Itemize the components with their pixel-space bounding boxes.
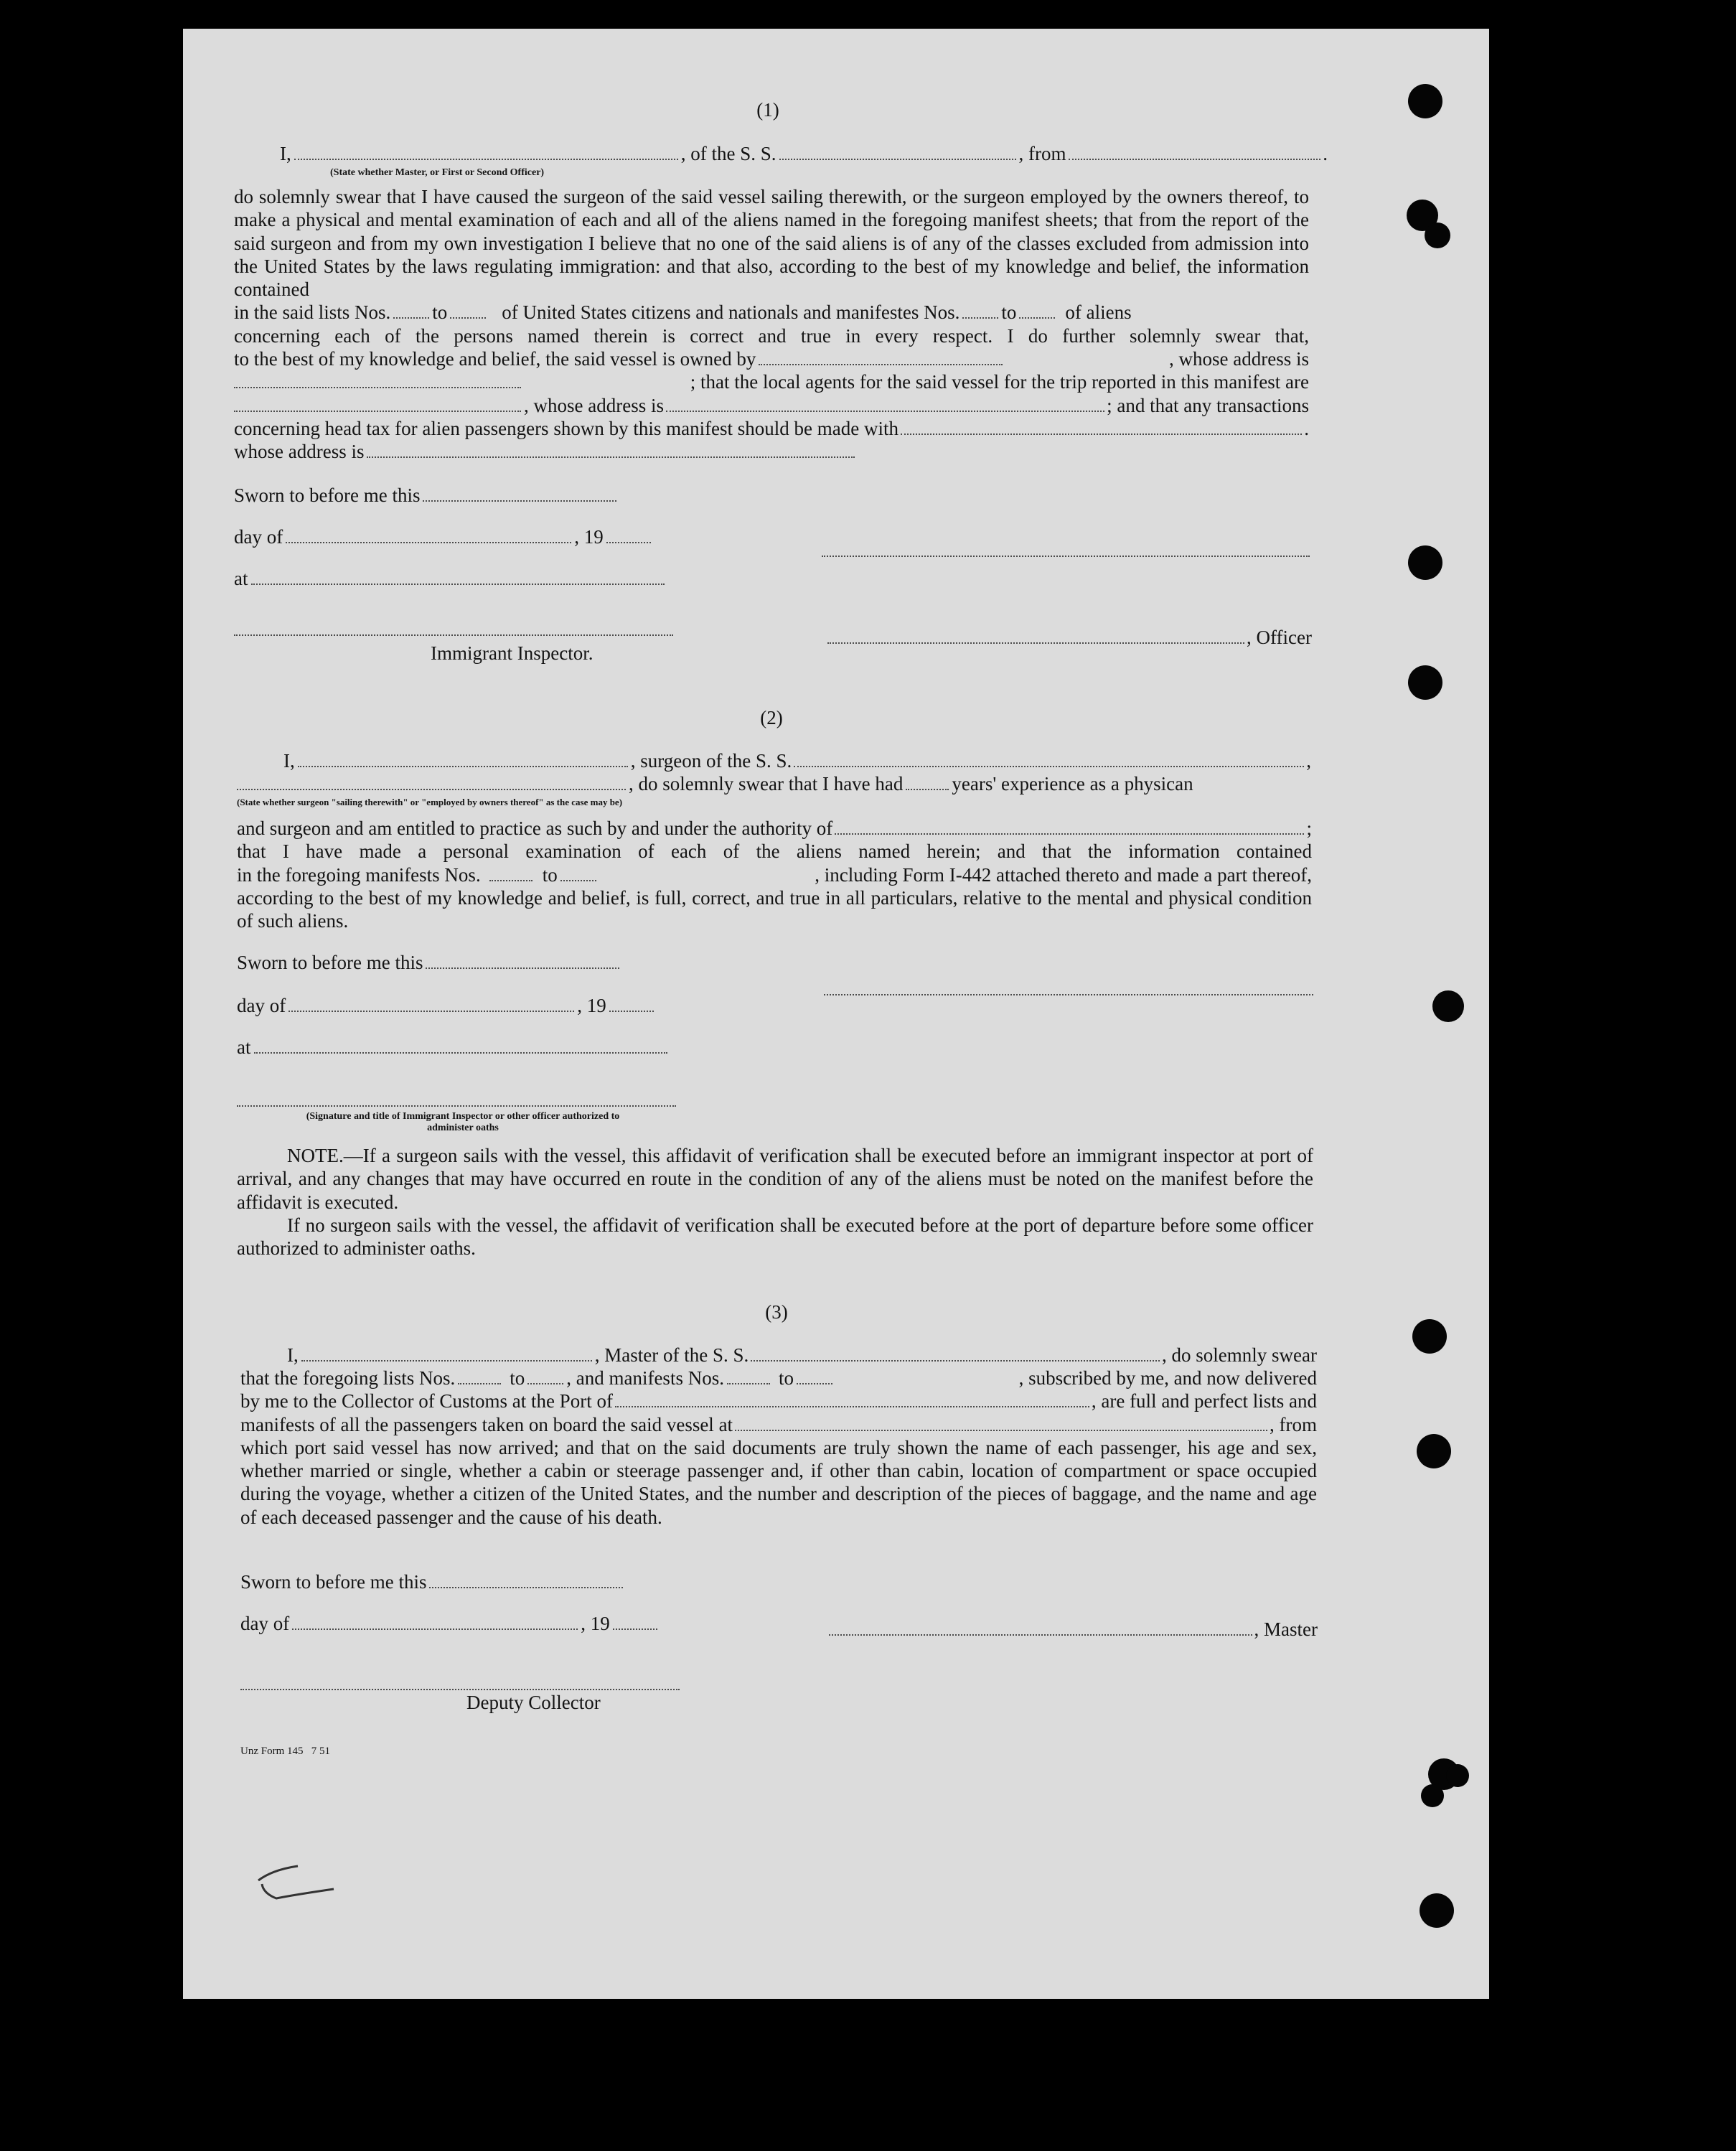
text: , of the S. S. — [680, 143, 776, 164]
section-1-oath-text-2: concerning each of the persons named therein is correct and true in every respect. I do further solemnly swear that, — [234, 324, 1309, 347]
binder-hole — [1446, 1764, 1469, 1787]
text: , 19 — [577, 995, 606, 1016]
owned-line — [234, 347, 1309, 370]
note-2: If no surgeon sails with the vessel, the affidavit of verification shall be executed before at the port of departure before some officer authorized to administer oaths. — [237, 1214, 1313, 1260]
signature-note-text: (Signature and title of Immigrant Inspector or other officer authorized to administer oaths — [306, 1111, 620, 1133]
surgeon-type-field[interactable] — [237, 788, 626, 790]
text: by me to the Collector of Customs at the Port of — [240, 1390, 613, 1412]
authority-line — [237, 817, 1312, 840]
section-3-number: (3) — [765, 1301, 788, 1323]
sworn-line-3 — [240, 1570, 626, 1593]
sworn-day-field[interactable] — [423, 500, 616, 502]
officer-note: (State whether Master, or First or Second Officer) — [330, 167, 545, 178]
text: to — [1001, 301, 1017, 324]
local-agents-field[interactable] — [234, 410, 521, 412]
text: , subscribed by me, and now delivered — [1018, 1367, 1317, 1389]
text: , whose address is — [524, 394, 664, 416]
text: , do solemnly swear — [1162, 1344, 1317, 1366]
years-experience-field[interactable] — [906, 788, 949, 790]
immigrant-inspector-label: Immigrant Inspector. — [431, 642, 593, 664]
manifests-line — [237, 863, 1312, 886]
text: at — [234, 568, 248, 589]
sworn-line-2 — [237, 951, 622, 974]
note-1: NOTE.—If a surgeon sails with the vessel, this affidavit of verification shall be executed before an immigrant inspector at port of arrival, and any changes that may have occurred en route in the condition of any of the aliens must be noted on the manifest before the affidavit is executed. — [237, 1145, 1313, 1213]
section-3-oath-text: which port said vessel has now arrived; and that on the said documents are truly shown the name of each passenger, his age and sex, whether married or single, whether a cabin or steerage passenger and, if other than cabin, location of compartment or space occupied during the voyage, whether a citizen of the United States, and the number and description of the pieces of baggage, and the name and age of each deceased passenger and the cause of his death. — [240, 1436, 1317, 1528]
text: of aliens — [1065, 301, 1132, 324]
signature-note — [298, 1111, 628, 1134]
text: years' experience as a physican — [952, 773, 1193, 795]
binder-hole — [1408, 545, 1442, 580]
binder-hole — [1417, 1434, 1451, 1468]
text: , 19 — [574, 526, 604, 548]
section-1-body — [234, 185, 1309, 464]
text: ; — [1306, 817, 1312, 839]
section-1-oath-text: do solemnly swear that I have caused the surgeon of the said vessel sailing therewith, or the surgeon employed by the owners thereof, to make a physical and mental examination of each and all of the aliens named in the foregoing manifest sheets; that from the report of the said surgeon and from my own investigation I believe that no one of the said aliens is of any of the classes excluded from admission into the United States by the laws regulating immigration: and that also, according to the best of my knowledge and belief, the information contained — [234, 186, 1309, 301]
surgeon-name-field[interactable] — [298, 765, 628, 767]
text: , including Form I-442 attached thereto and made a part thereof, — [815, 863, 1312, 886]
text: , Officer — [1247, 627, 1312, 648]
text: to — [542, 863, 558, 886]
master-signature-line — [827, 1618, 1318, 1641]
at-line-1 — [234, 567, 667, 590]
authority-field[interactable] — [835, 833, 1304, 835]
officer-title-field[interactable] — [827, 642, 1244, 644]
text: manifests of all the passengers taken on board the said vessel at — [240, 1413, 733, 1435]
day-line-3 — [240, 1612, 660, 1635]
section-2-line-2 — [237, 772, 1312, 795]
section-3-line-1 — [287, 1344, 1317, 1367]
text: , surgeon of the S. S. — [630, 750, 792, 772]
headtax-contact-field[interactable] — [901, 434, 1302, 435]
manifest-no-from-field[interactable] — [727, 1382, 770, 1384]
lists-line — [240, 1367, 1317, 1390]
day-line-2 — [237, 994, 657, 1017]
sworn-month-field[interactable] — [288, 1010, 574, 1012]
section-2-oath-text-2: according to the best of my knowledge and belief, is full, correct, and true in all particulars, relative to the mental and physical condition of such aliens. — [237, 886, 1312, 932]
collector-port-field[interactable] — [615, 1406, 1089, 1407]
owner-address-field[interactable] — [234, 386, 521, 388]
text: , Master of the S. S. — [594, 1344, 749, 1366]
text: , Master — [1254, 1618, 1318, 1640]
master-vessel-field[interactable] — [751, 1360, 1160, 1362]
sworn-month-field[interactable] — [292, 1628, 578, 1630]
text: to — [432, 301, 448, 324]
pencil-mark — [255, 1859, 341, 1902]
text: day of — [237, 995, 286, 1016]
surgeon-note: (State whether surgeon "sailing therewith" or "employed by owners thereof" as the case may be) — [237, 797, 623, 807]
list-no-from-field[interactable] — [458, 1382, 501, 1384]
text: Sworn to before me this — [234, 484, 421, 506]
binder-hole — [1421, 1784, 1444, 1807]
text: day of — [234, 526, 283, 548]
text: Sworn to before me this — [240, 1571, 427, 1593]
text: , from — [1018, 143, 1066, 164]
surgeon-vessel-field[interactable] — [794, 766, 1304, 767]
text: , 19 — [581, 1613, 610, 1634]
agents-address-field[interactable] — [666, 411, 1104, 412]
text: in the foregoing manifests Nos. — [237, 863, 481, 886]
text: ; that the local agents for the said vessel for the trip reported in this manifest are — [690, 371, 1309, 393]
list-no-from-field[interactable] — [393, 317, 429, 319]
manifest-no-to-field[interactable] — [560, 879, 596, 881]
text: to the best of my knowledge and belief, the said vessel is owned by — [234, 348, 756, 370]
binder-hole — [1425, 222, 1450, 248]
headtax-address-field[interactable] — [367, 456, 855, 458]
form-id: Unz Form 145 7 51 — [240, 1745, 330, 1757]
text: , are full and perfect lists and — [1091, 1390, 1317, 1412]
agents-line — [234, 370, 1309, 393]
sworn-year-field[interactable] — [613, 1628, 657, 1630]
text: ; and that any transactions — [1107, 394, 1309, 416]
text: to — [778, 1367, 794, 1389]
text: of United States citizens and nationals and manifestes Nos. — [502, 301, 960, 324]
officer-title-line — [825, 626, 1312, 649]
manifest-no-to-field[interactable] — [797, 1382, 832, 1384]
text: I, — [283, 750, 295, 772]
note-block — [237, 1144, 1313, 1260]
section-2-number: (2) — [760, 707, 783, 728]
text: , do solemnly swear that I have had — [629, 773, 904, 795]
sworn-place-field[interactable] — [254, 1051, 667, 1054]
sworn-day-field[interactable] — [429, 1586, 623, 1588]
sworn-month-field[interactable] — [286, 541, 571, 543]
deputy-collector-label: Deputy Collector — [466, 1692, 601, 1713]
port-line — [240, 1390, 1317, 1412]
officer-signature-field[interactable] — [822, 556, 1310, 557]
manifest-no-to-field[interactable] — [1019, 317, 1055, 319]
binder-hole — [1412, 1319, 1447, 1354]
sworn-place-field[interactable] — [251, 583, 665, 585]
text: , from — [1270, 1413, 1317, 1435]
from-port-field[interactable] — [1069, 159, 1321, 160]
text: whose address is — [234, 441, 365, 463]
section-2-body — [237, 817, 1312, 932]
binder-hole — [1408, 665, 1442, 700]
owner-field[interactable] — [759, 363, 1003, 365]
collector-signature-field[interactable] — [240, 1689, 680, 1690]
list-no-to-field[interactable] — [527, 1382, 563, 1384]
text: Sworn to before me this — [237, 952, 423, 973]
text: I, — [287, 1344, 299, 1366]
section-2-oath-text: that I have made a personal examination of each of the aliens named herein; and that the information contained — [237, 840, 1312, 863]
day-line-1 — [234, 525, 654, 548]
address-line — [234, 394, 1309, 417]
inspector-signature-field[interactable] — [234, 634, 673, 636]
headtax-line — [234, 417, 1309, 440]
boarding-port-field[interactable] — [735, 1430, 1267, 1431]
section-1-number: (1) — [756, 99, 779, 121]
section-2-line-1 — [283, 749, 1311, 772]
text: , whose address is — [1169, 348, 1309, 370]
vessel-line — [240, 1413, 1317, 1436]
master-signature-field[interactable] — [829, 1634, 1252, 1636]
manifest-no-from-field[interactable] — [489, 879, 532, 881]
at-line-2 — [237, 1036, 670, 1059]
officer-name-field[interactable] — [294, 158, 678, 160]
section-3-body — [240, 1367, 1317, 1529]
master-name-field[interactable] — [301, 1359, 592, 1362]
surgeon-signature-field[interactable] — [824, 994, 1313, 995]
text: . — [1323, 143, 1328, 164]
sworn-year-field[interactable] — [606, 541, 651, 543]
text: to — [510, 1367, 525, 1389]
list-no-to-field[interactable] — [450, 317, 486, 319]
text: I, — [280, 143, 291, 164]
whose-address-line — [234, 440, 1309, 463]
sworn-day-field[interactable] — [426, 967, 619, 969]
binder-hole — [1420, 1893, 1454, 1928]
manifest-no-from-field[interactable] — [962, 317, 998, 319]
witness-signature-field[interactable] — [237, 1105, 676, 1107]
text: in the said lists Nos. — [234, 301, 391, 324]
section-1-line-1 — [280, 142, 1328, 165]
binder-hole — [1432, 990, 1464, 1022]
text: , and manifests Nos. — [566, 1367, 724, 1389]
text: at — [237, 1036, 251, 1058]
text: and surgeon and am entitled to practice as such by and under the authority of — [237, 817, 833, 839]
vessel-name-field[interactable] — [779, 158, 1016, 160]
text: . — [1304, 417, 1309, 439]
text: that the foregoing lists Nos. — [240, 1367, 456, 1389]
text: , — [1306, 750, 1311, 772]
sworn-line-1 — [234, 484, 619, 507]
text: concerning head tax for alien passengers shown by this manifest should be made with — [234, 417, 899, 439]
lists-line — [234, 301, 1309, 324]
sworn-year-field[interactable] — [609, 1010, 654, 1012]
text: day of — [240, 1613, 290, 1634]
binder-hole — [1408, 84, 1442, 118]
